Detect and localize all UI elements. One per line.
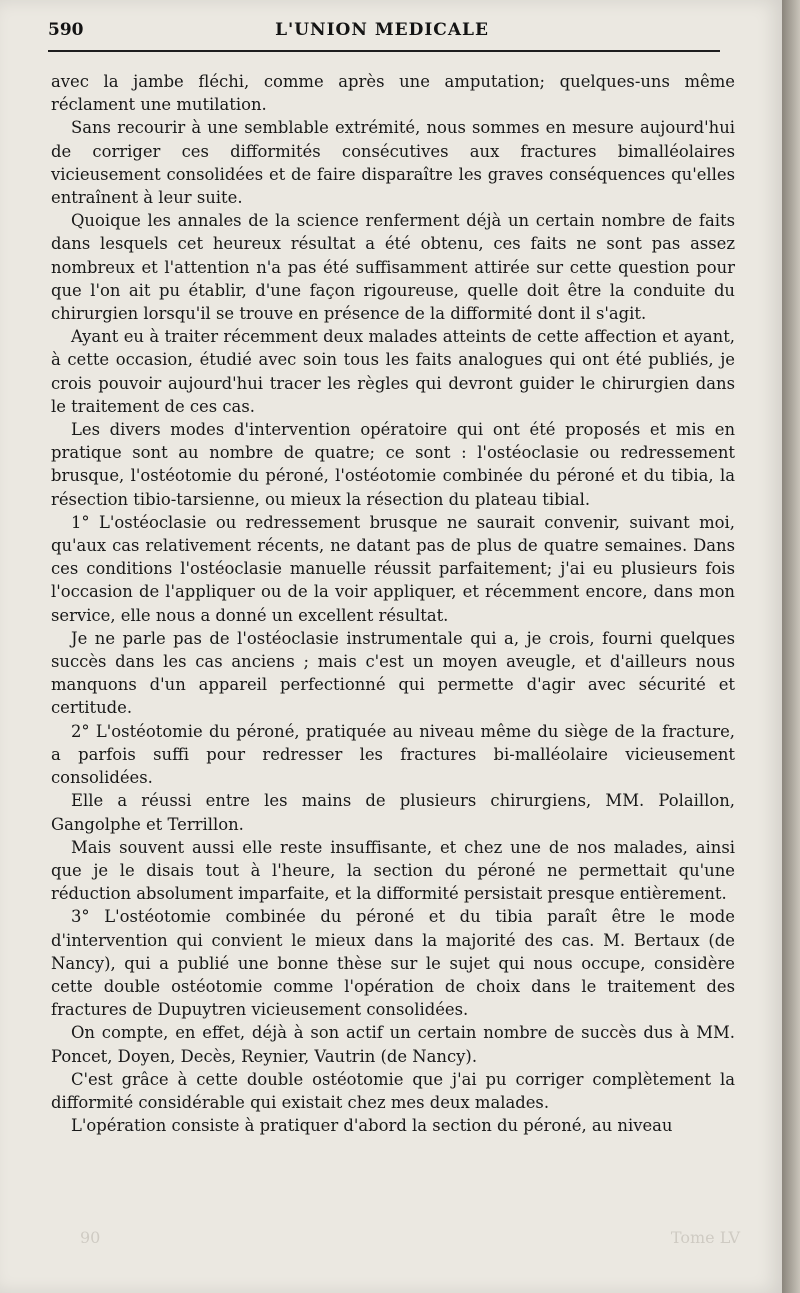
page-number: 590 (48, 20, 84, 40)
paragraph: L'opération consiste à pratiquer d'abord la section du péroné, au niveau (71, 1116, 673, 1136)
paragraph: Elle a réussi entre les mains de plusieurs chirurgiens, MM. Polaillon, Gangolphe et Terrillon. (51, 791, 735, 834)
paragraph: 1° L'ostéoclasie ou redressement brusque ne saurait convenir, suivant moi, qu'aux cas relativement récents, ne datant pas de plus de quatre semaines. Dans ces conditions l'ostéoclasie manuelle réussit parfaitement; j'ai eu plusieurs fois l'occasion de l'appliquer ou de la voir appliquer, et récemment encore, dans mon service, elle nous a donné un excellent résultat. (51, 512, 735, 625)
paragraph: Sans recourir à une semblable extrémité, nous sommes en mesure aujourd'hui de corriger ces difformités consécutives aux fractures bimalléolaires vicieusement consolidées et de faire disparaître les graves conséquences qu'elles entraînent à leur suite. (51, 118, 735, 208)
paragraph: Je ne parle pas de l'ostéoclasie instrumentale qui a, je crois, fourni quelques succès dans les cas anciens ; mais c'est un moyen aveugle, et d'ailleurs nous manquons d'un appareil perfectionné qui permette d'agir avec sécurité et certitude. (51, 628, 735, 718)
header-rule (48, 50, 720, 52)
paragraph: On compte, en effet, déjà à son actif un certain nombre de succès dus à MM. Poncet, Doyen, Decès, Reynier, Vautrin (de Nancy). (51, 1023, 735, 1066)
body-text (51, 70, 735, 1137)
page-edge-shadow (782, 0, 800, 1293)
paragraph: 3° L'ostéotomie combinée du péroné et du tibia paraît être le mode d'intervention qui convient le mieux dans la majorité des cas. M. Bertaux (de Nancy), qui a publié une bonne thèse sur le sujet qui nous occupe, considère cette double ostéotomie comme l'opération de choix dans le traitement des fractures de Dupuytren vicieusement consolidées. (51, 907, 735, 1020)
footer-left-text: 90 (80, 1228, 101, 1247)
running-header (48, 14, 716, 48)
footer-right-text: Tome LV (670, 1228, 740, 1247)
paragraph: avec la jambe fléchi, comme après une amputation; quelques-uns même réclament une mutilation. (51, 72, 735, 115)
paragraph: Ayant eu à traiter récemment deux malades atteints de cette affection et ayant, à cette occasion, étudié avec soin tous les faits analogues qui ont été publiés, je crois pouvoir aujourd'hui tracer les règles qui devront guider le chirurgien dans le traitement de ces cas. (51, 327, 735, 416)
paragraph: Quoique les annales de la science renferment déjà un certain nombre de faits dans lesquels cet heureux résultat a été obtenu, ces faits ne sont pas assez nombreux et l'attention n'a pas été suffisamment attirée sur cette question pour que l'on ait pu établir, d'une façon rigoureuse, quelle doit être la conduite du chirurgien lorsqu'il se trouve en présence de la difformité dont il s'agit. (51, 211, 735, 324)
paragraph: C'est grâce à cette double ostéotomie que j'ai pu corriger complètement la difformité considérable qui existait chez mes deux malades. (51, 1069, 735, 1112)
paragraph: Les divers modes d'intervention opératoire qui ont été proposés et mis en pratique sont au nombre de quatre; ce sont : l'ostéoclasie ou redressement brusque, l'ostéotomie du péroné, l'ostéotomie combinée du péroné et du tibia, la résection tibio-tarsienne, ou mieux la résection du plateau tibial. (51, 420, 735, 509)
paragraph: 2° L'ostéotomie du péroné, pratiquée au niveau même du siège de la fracture, a parfois suffi pour redresser les fractures bi-malléolaire vicieusement consolidées. (51, 721, 735, 788)
faint-footer (80, 1228, 740, 1258)
journal-title: L'UNION MEDICALE (275, 20, 489, 40)
paragraph: Mais souvent aussi elle reste insuffisante, et chez une de nos malades, ainsi que je le disais tout à l'heure, la section du péroné ne permettait qu'une réduction absolument imparfaite, et la difformité persistait presque entièrement. (51, 837, 735, 904)
